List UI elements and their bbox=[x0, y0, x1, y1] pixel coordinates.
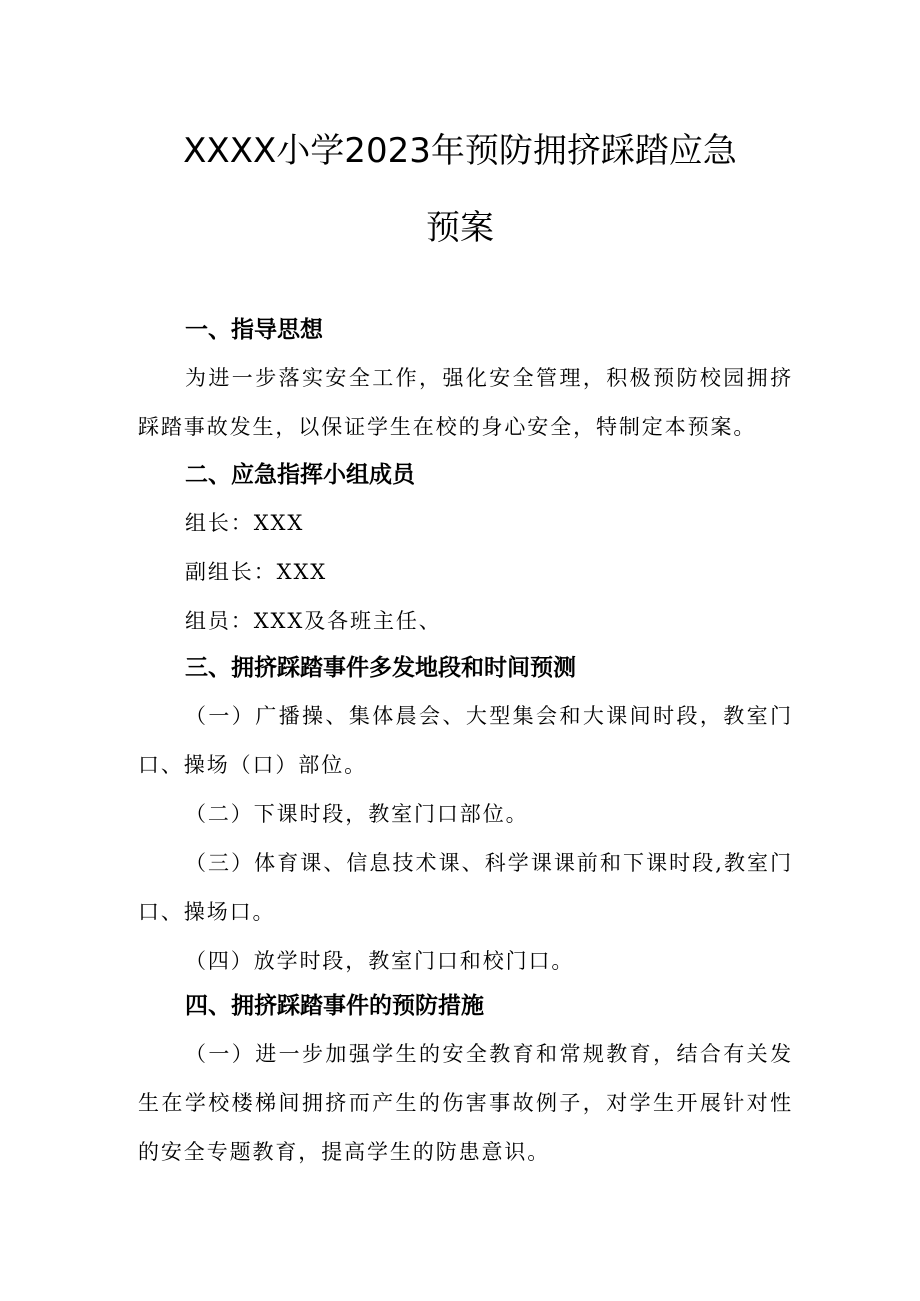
section-heading: 四、拥挤踩踏事件的预防措施 bbox=[185, 993, 484, 1019]
group-members: 组员：XXX及各班主任、 bbox=[185, 609, 442, 633]
paragraph: （三）体育课、信息技术课、科学课课前和下课时段,教室门口、操场口。 bbox=[138, 851, 793, 924]
paragraph: （一）进一步加强学生的安全教育和常规教育，结合有关发生在学校楼梯间拥挤而产生的伤害事故例子，对学生开展针对性的安全专题教育，提高学生的防患意识。 bbox=[138, 1042, 793, 1164]
section-heading: 一、指导思想 bbox=[185, 317, 323, 343]
paragraph: （四）放学时段，教室门口和校门口。 bbox=[185, 949, 575, 973]
document-title-line-2: 预案 bbox=[426, 208, 494, 248]
section-risk-prediction bbox=[138, 644, 793, 986]
paragraph: （一）广播操、集体晨会、大型集会和大课间时段，教室门口、操场（口）部位。 bbox=[138, 704, 793, 777]
section-command-group bbox=[138, 451, 793, 646]
section-guiding-ideology bbox=[138, 306, 793, 452]
deputy-leader: 副组长：XXX bbox=[185, 560, 328, 584]
group-leader: 组长：XXX bbox=[185, 511, 305, 535]
paragraph: 为进一步落实安全工作，强化安全管理，积极预防校园拥挤踩踏事故发生，以保证学生在校的身心安全，特制定本预案。 bbox=[138, 366, 793, 439]
section-heading: 二、应急指挥小组成员 bbox=[185, 462, 415, 488]
document-title-line-1: XXXX小学2023年预防拥挤踩踏应急 bbox=[183, 131, 737, 171]
section-prevention-measures bbox=[138, 982, 793, 1177]
paragraph: （二）下课时段，教室门口部位。 bbox=[185, 802, 529, 826]
section-heading: 三、拥挤踩踏事件多发地段和时间预测 bbox=[185, 655, 576, 681]
